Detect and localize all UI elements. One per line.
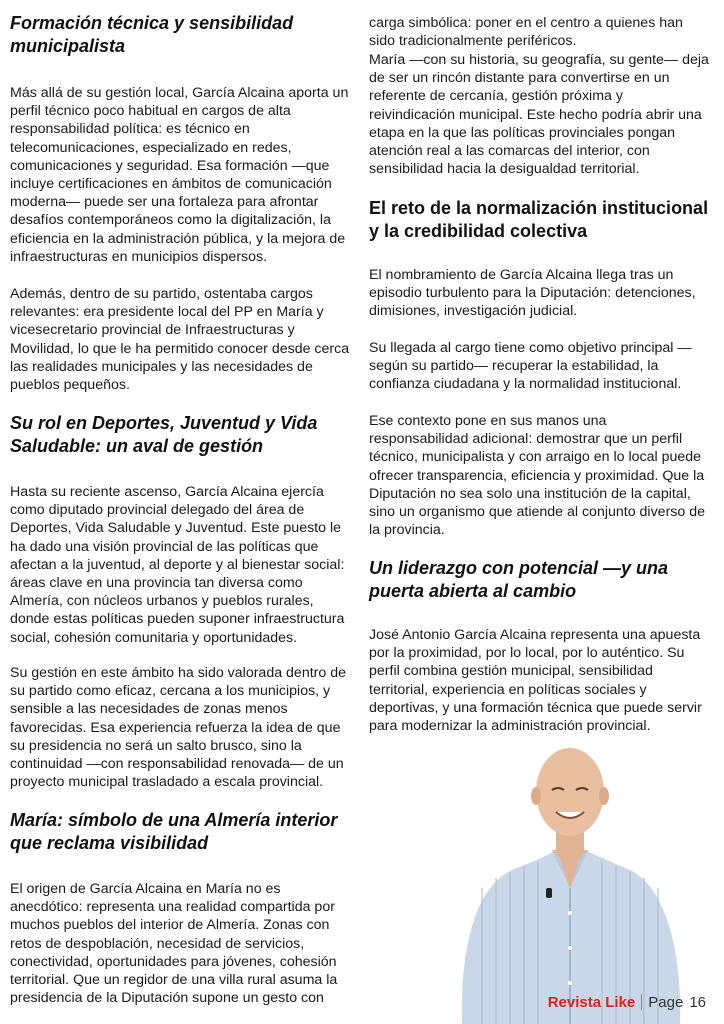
head xyxy=(536,748,604,836)
page-number: 16 xyxy=(689,993,706,1011)
page-label: Page xyxy=(648,993,684,1011)
magazine-brand: Revista Like xyxy=(547,993,636,1011)
heading-formacion: Formación técnica y sensibilidad municipalista xyxy=(10,13,294,56)
paragraph: Ese contexto pone en sus manos una responsabilidad adicional: demostrar que un perfil técnico, municipalista y con arraigo en lo local puede ofrecer transparencia, eficiencia y proximidad. Que la Diputación no sea solo una institución de la capital, sino un organismo que atiende al conjunto diverso de la provincia. xyxy=(369,413,705,539)
paragraph: Hasta su reciente ascenso, García Alcaina ejercía como diputado provincial delegado del área de Deportes, Vida Saludable y Juventud. Este puesto le ha dado una visión provincial de las políticas que afectan a la juventud, al deporte y al bienestar social: áreas clave en una provincia tan diversa como Almería, con núcleos urbanos y pueblos rurales, donde estas políticas pueden suponer infraestructura social, cohesión comunitaria y oportunidades. xyxy=(10,484,345,646)
heading-reto: El reto de la normalización institucional y la credibilidad colectiva xyxy=(369,198,709,241)
paragraph: María —con su historia, su geografía, su gente— deja de ser un rincón distante para convertirse en un referente de cercanía, gestión próxima y reivindicación municipal. Este hecho podría abrir una etapa en la que las políticas provinciales pongan atención real a las comarcas del interior, con sensibilidad hacia la desigualdad territorial. xyxy=(369,52,709,178)
paragraph: José Antonio García Alcaina representa una apuesta por la proximidad, por lo local, por lo auténtico. Su perfil combina gestión municipal, sensibilidad territorial, experiencia en políticas sociales y deportivas, y una formación técnica que puede servir para modernizar la administración provincial. xyxy=(369,627,702,735)
heading-deportes: Su rol en Deportes, Juventud y Vida Saludable: un aval de gestión xyxy=(10,413,318,456)
paragraph: carga simbólica: poner en el centro a quienes han sido tradicionalmente periféricos. xyxy=(369,15,683,50)
heading-liderazgo: Un liderazgo con potencial —y una puerta abierta al cambio xyxy=(369,558,669,601)
paragraph: Su llegada al cargo tiene como objetivo principal —según su partido— recuperar la estabilidad, la confianza ciudadana y la normalidad institucional. xyxy=(369,340,692,393)
page-footer xyxy=(548,991,706,1013)
portrait-photo xyxy=(452,738,688,1024)
paragraph: Su gestión en este ámbito ha sido valorada dentro de su partido como eficaz, cercana a los municipios, y sensible a las necesidades de zonas menos favorecidas. Esa experiencia refuerza la idea de que su presidencia no será un salto brusco, sino la continuidad —con responsabilidad renovada— de un proyecto municipal trasladado a escala provincial. xyxy=(10,665,346,791)
paragraph: Además, dentro de su partido, ostentaba cargos relevantes: era presidente local del PP en María y vicesecretario provincial de Infraestructuras y Movilidad, lo que le ha permitido conocer desde cerca las realidades municipales y las necesidades de pueblos pequeños. xyxy=(10,286,350,394)
paragraph: Más allá de su gestión local, García Alcaina aporta un perfil técnico poco habitual en cargos de alta responsabilidad política: es técnico en telecomunicaciones, especializado en redes, comunicaciones y seguridad. Esa formación —que incluye certificaciones en ámbitos de comunicación moderna— puede ser una fortaleza para afrontar desafíos contemporáneos como la digitalización, la eficiencia en la administración pública, y la mejora de infraestructuras en municipios dispersos. xyxy=(10,85,349,265)
footer-separator xyxy=(641,994,642,1010)
paragraph: El origen de García Alcaina en María no es anecdótico: representa una realidad compartida por muchos pueblos del interior de Almería. Zonas con retos de despoblación, necesidad de servicios, conectividad, oportunidades para jóvenes, cohesión territorial. Que un regidor de una villa rural asuma la presidencia de la Diputación supone un gesto con xyxy=(10,881,338,1007)
paragraph: El nombramiento de García Alcaina llega tras un episodio turbulento para la Diputación: detenciones, dimisiones, investigación judicial. xyxy=(369,267,696,320)
heading-maria: María: símbolo de una Almería interior que reclama visibilidad xyxy=(10,810,338,853)
